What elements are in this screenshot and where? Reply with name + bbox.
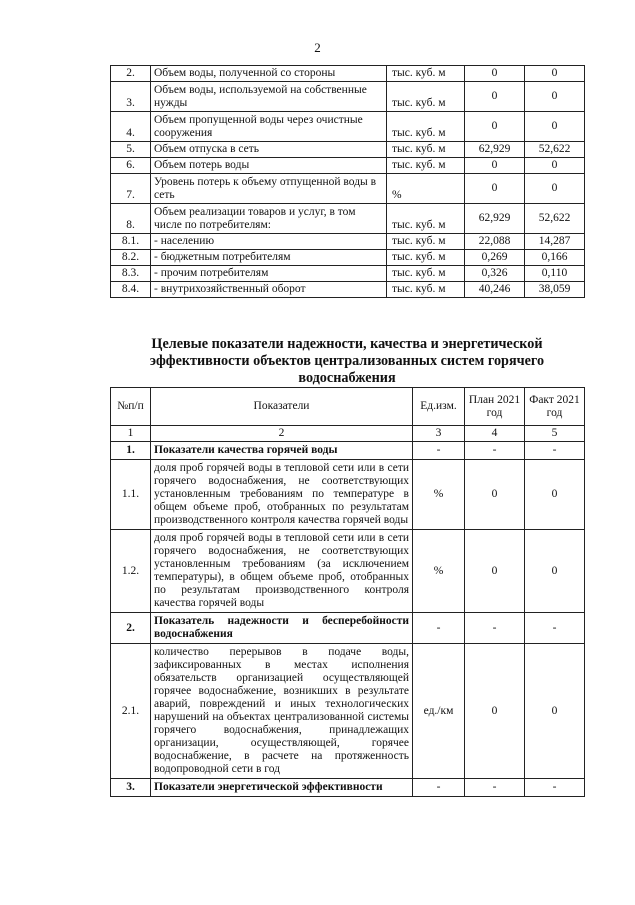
table-header-row [111,388,585,426]
row-indicator: доля проб горячей воды в тепловой сети или в сети горячего водоснабжения, не соответствующих установленным требованиям по температуре в общем объеме проб, отобранных по результатам производственного контроля качества горячей воды [151,460,413,530]
header-plan: План 2021 год [465,388,525,426]
table-row [111,204,585,234]
water-balance-table [110,65,585,298]
row-number: 6. [111,158,151,174]
row-fact-value: 52,622 [525,142,585,158]
row-fact-value: 38,059 [525,282,585,298]
row-number: 2.1. [111,644,151,779]
row-fact-value: 0 [525,530,585,613]
row-number: 7. [111,174,151,204]
header-name: Показатели [151,388,413,426]
row-unit: ед./км [413,644,465,779]
table-row [111,644,585,779]
row-indicator: Объем воды, используемой на собственные нужды [151,82,387,112]
table-row [111,234,585,250]
row-unit: тыс. куб. м [387,66,465,82]
table-row [111,530,585,613]
row-indicator: - прочим потребителям [151,266,387,282]
row-number: 2. [111,613,151,644]
table-row [111,442,585,460]
row-number: 3. [111,779,151,797]
row-indicator: Объем воды, полученной со стороны [151,66,387,82]
row-indicator: Показатель надежности и бесперебойности водоснабжения [151,613,413,644]
colnum-5: 5 [525,426,585,442]
row-number: 1. [111,442,151,460]
row-plan-value: 0 [465,174,525,204]
table-row [111,158,585,174]
column-number-row [111,426,585,442]
row-plan-value: 0 [465,66,525,82]
row-plan-value: 0 [465,460,525,530]
row-unit: тыс. куб. м [387,112,465,142]
table-row [111,460,585,530]
header-fact: Факт 2021 год [525,388,585,426]
table-row [111,779,585,797]
row-plan-value: 62,929 [465,142,525,158]
row-unit: % [413,530,465,613]
row-plan-value: - [465,442,525,460]
row-plan-value: 0 [465,530,525,613]
row-number: 8.1. [111,234,151,250]
row-indicator: Объем отпуска в сеть [151,142,387,158]
indicators-table [110,387,585,797]
row-indicator: - бюджетным потребителям [151,250,387,266]
page-number: 2 [314,40,321,55]
row-fact-value: 0,110 [525,266,585,282]
row-unit: тыс. куб. м [387,142,465,158]
colnum-2: 2 [151,426,413,442]
row-unit: тыс. куб. м [387,234,465,250]
row-unit: тыс. куб. м [387,266,465,282]
row-indicator: доля проб горячей воды в тепловой сети или в сети горячего водоснабжения, не соответствующих установленным требованиям (за исключением температуры), в общем объеме проб, отобранных по результатам производственного контроля качества горячей воды [151,530,413,613]
row-fact-value: 0 [525,158,585,174]
row-plan-value: 0,269 [465,250,525,266]
row-unit: % [387,174,465,204]
colnum-4: 4 [465,426,525,442]
table-row [111,282,585,298]
row-unit: - [413,442,465,460]
row-unit: тыс. куб. м [387,158,465,174]
row-unit: тыс. куб. м [387,82,465,112]
table-row [111,266,585,282]
row-indicator: - внутрихозяйственный оборот [151,282,387,298]
table-row [111,66,585,82]
section-title: Целевые показатели надежности, качества и энергетической эффективности объектов централизованных систем горячего водоснабжения [149,336,545,386]
row-fact-value: - [525,613,585,644]
row-plan-value: 0,326 [465,266,525,282]
colnum-1: 1 [111,426,151,442]
row-plan-value: - [465,613,525,644]
row-number: 5. [111,142,151,158]
row-indicator: Уровень потерь к объему отпущенной воды в сеть [151,174,387,204]
row-number: 8. [111,204,151,234]
table-row [111,250,585,266]
row-number: 8.3. [111,266,151,282]
row-plan-value: 0 [465,158,525,174]
row-indicator: Объем пропущенной воды через очистные сооружения [151,112,387,142]
row-number: 1.2. [111,530,151,613]
header-unit: Ед.изм. [413,388,465,426]
row-unit: тыс. куб. м [387,282,465,298]
indicators-table-body [111,442,585,797]
row-number: 3. [111,82,151,112]
row-indicator: Объем реализации товаров и услуг, в том числе по потребителям: [151,204,387,234]
row-indicator: Показатели качества горячей воды [151,442,413,460]
header-num: №п/п [111,388,151,426]
row-indicator: Объем потерь воды [151,158,387,174]
water-balance-table-body [111,66,585,298]
row-fact-value: 0 [525,112,585,142]
row-unit: % [413,460,465,530]
row-number: 4. [111,112,151,142]
row-plan-value: 0 [465,82,525,112]
table-row [111,174,585,204]
row-unit: тыс. куб. м [387,250,465,266]
table-row [111,112,585,142]
row-fact-value: - [525,442,585,460]
row-plan-value: 62,929 [465,204,525,234]
table-row [111,82,585,112]
row-fact-value: - [525,779,585,797]
row-indicator: Показатели энергетической эффективности [151,779,413,797]
colnum-3: 3 [413,426,465,442]
row-plan-value: 0 [465,112,525,142]
row-fact-value: 0 [525,460,585,530]
table-row [111,142,585,158]
row-indicator: количество перерывов в подаче воды, зафиксированных в местах исполнения обязательств организацией осуществляющей горячее водоснабжение, возникших в результате аварий, повреждений и иных технологических нарушений на объектах централизованной системы горячего водоснабжения, принадлежащих организации, осуществляющей, горячее водоснабжение, в расчете на протяженность водопроводной сети в год [151,644,413,779]
row-fact-value: 0 [525,644,585,779]
row-plan-value: 0 [465,644,525,779]
row-fact-value: 14,287 [525,234,585,250]
row-fact-value: 0 [525,174,585,204]
row-unit: - [413,779,465,797]
row-plan-value: 22,088 [465,234,525,250]
row-unit: - [413,613,465,644]
row-number: 1.1. [111,460,151,530]
row-plan-value: 40,246 [465,282,525,298]
row-unit: тыс. куб. м [387,204,465,234]
row-number: 2. [111,66,151,82]
row-number: 8.4. [111,282,151,298]
row-fact-value: 0 [525,66,585,82]
row-plan-value: - [465,779,525,797]
row-fact-value: 52,622 [525,204,585,234]
table-row [111,613,585,644]
row-fact-value: 0,166 [525,250,585,266]
row-fact-value: 0 [525,82,585,112]
row-indicator: - населению [151,234,387,250]
row-number: 8.2. [111,250,151,266]
